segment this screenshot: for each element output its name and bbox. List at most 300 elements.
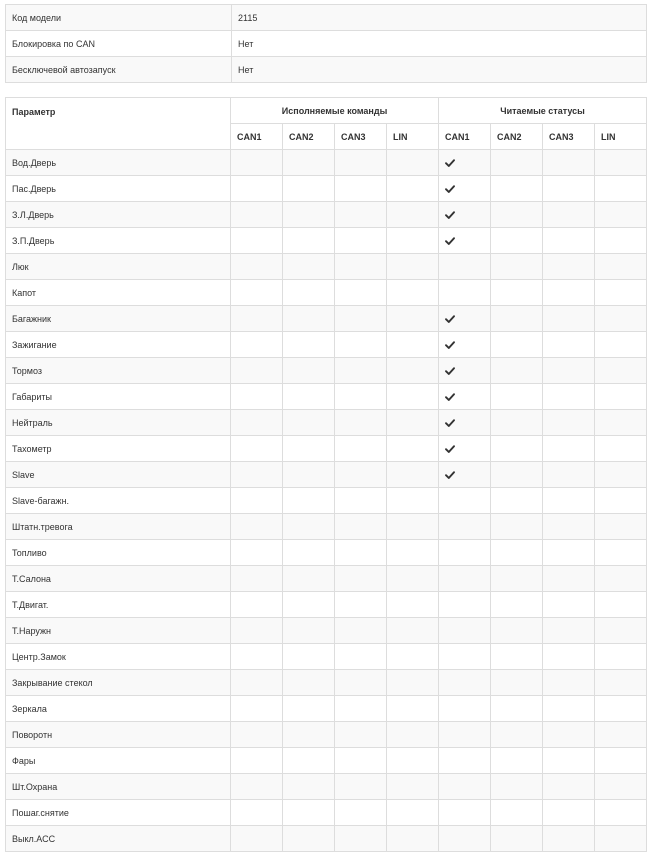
param-cell (543, 150, 595, 176)
param-cell (543, 410, 595, 436)
table-row (6, 826, 647, 852)
parameters-table (5, 97, 647, 852)
param-cell (491, 228, 543, 254)
param-cell (387, 280, 439, 306)
param-cell (491, 696, 543, 722)
param-cell (387, 592, 439, 618)
param-name: Нейтраль (6, 410, 231, 436)
param-cell (387, 774, 439, 800)
group-header-commands: Исполняемые команды (231, 98, 439, 124)
param-cell (283, 150, 335, 176)
param-cell (595, 540, 647, 566)
param-cell (595, 280, 647, 306)
param-cell (387, 254, 439, 280)
param-cell (387, 644, 439, 670)
param-cell (439, 280, 491, 306)
param-cell (543, 202, 595, 228)
table-row (6, 176, 647, 202)
table-row (6, 150, 647, 176)
param-cell (231, 306, 283, 332)
param-cell (491, 592, 543, 618)
table-row (6, 462, 647, 488)
param-name: Зажигание (6, 332, 231, 358)
param-cell (283, 254, 335, 280)
param-cell (595, 410, 647, 436)
param-cell (543, 644, 595, 670)
table-row (6, 228, 647, 254)
param-cell (387, 332, 439, 358)
param-cell (387, 462, 439, 488)
table-row (6, 436, 647, 462)
info-value: Нет (232, 31, 647, 57)
param-cell (491, 774, 543, 800)
table-row (6, 540, 647, 566)
param-cell (491, 826, 543, 852)
param-cell (595, 696, 647, 722)
param-cell (543, 670, 595, 696)
param-cell (231, 384, 283, 410)
param-cell (335, 176, 387, 202)
table-row (6, 410, 647, 436)
check-icon (445, 444, 455, 454)
param-cell (439, 618, 491, 644)
param-cell (231, 358, 283, 384)
param-cell (283, 592, 335, 618)
param-cell (283, 514, 335, 540)
param-cell (335, 202, 387, 228)
param-cell (283, 306, 335, 332)
param-cell (543, 566, 595, 592)
param-cell (543, 800, 595, 826)
param-cell (231, 566, 283, 592)
param-cell (231, 488, 283, 514)
param-cell (387, 826, 439, 852)
param-cell (231, 800, 283, 826)
param-cell (491, 254, 543, 280)
param-cell (491, 436, 543, 462)
param-cell (283, 280, 335, 306)
param-cell (595, 618, 647, 644)
param-name: Шт.Охрана (6, 774, 231, 800)
param-cell (231, 150, 283, 176)
param-cell (491, 358, 543, 384)
param-cell (387, 670, 439, 696)
param-cell (543, 748, 595, 774)
param-cell (439, 514, 491, 540)
param-cell (283, 540, 335, 566)
param-cell (387, 800, 439, 826)
param-name: Пошаг.снятие (6, 800, 231, 826)
info-value: Нет (232, 57, 647, 83)
param-name: Slave-багажн. (6, 488, 231, 514)
param-name: Тормоз (6, 358, 231, 384)
param-cell (387, 436, 439, 462)
param-cell (543, 696, 595, 722)
param-cell (231, 280, 283, 306)
check-icon (445, 470, 455, 480)
param-cell (595, 358, 647, 384)
param-cell (439, 774, 491, 800)
param-cell (387, 514, 439, 540)
param-cell (439, 826, 491, 852)
param-cell (335, 748, 387, 774)
param-name: Закрывание стекол (6, 670, 231, 696)
param-cell (335, 384, 387, 410)
table-row (6, 280, 647, 306)
param-cell (283, 202, 335, 228)
param-cell (595, 176, 647, 202)
param-cell (387, 488, 439, 514)
table-row (6, 514, 647, 540)
check-icon (445, 184, 455, 194)
param-cell (439, 150, 491, 176)
param-cell (231, 826, 283, 852)
param-cell (387, 566, 439, 592)
param-cell (491, 384, 543, 410)
param-cell (231, 410, 283, 436)
param-cell (595, 332, 647, 358)
param-cell (283, 800, 335, 826)
param-cell (543, 774, 595, 800)
table-row (6, 566, 647, 592)
table-row (6, 592, 647, 618)
param-cell (231, 228, 283, 254)
param-cell (387, 150, 439, 176)
param-name: Люк (6, 254, 231, 280)
param-cell (335, 618, 387, 644)
param-cell (543, 358, 595, 384)
param-cell (491, 618, 543, 644)
table-row (6, 254, 647, 280)
table-row (6, 306, 647, 332)
param-cell (491, 800, 543, 826)
param-cell (231, 670, 283, 696)
param-cell (283, 774, 335, 800)
param-cell (387, 358, 439, 384)
param-cell (283, 332, 335, 358)
param-cell (595, 566, 647, 592)
table-row (6, 202, 647, 228)
param-cell (439, 228, 491, 254)
param-cell (543, 592, 595, 618)
param-cell (439, 748, 491, 774)
param-cell (439, 540, 491, 566)
param-cell (283, 228, 335, 254)
group-header-statuses: Читаемые статусы (439, 98, 647, 124)
param-cell (387, 228, 439, 254)
param-cell (283, 644, 335, 670)
param-name: Slave (6, 462, 231, 488)
param-cell (595, 436, 647, 462)
param-cell (335, 540, 387, 566)
check-icon (445, 210, 455, 220)
subheader-can2-statuses: CAN2 (491, 124, 543, 150)
param-cell (595, 254, 647, 280)
param-name: Вод.Дверь (6, 150, 231, 176)
param-cell (231, 618, 283, 644)
check-icon (445, 366, 455, 376)
param-name: Пас.Дверь (6, 176, 231, 202)
param-cell (335, 358, 387, 384)
param-cell (439, 722, 491, 748)
param-cell (439, 592, 491, 618)
param-name: Поворотн (6, 722, 231, 748)
info-label: Блокировка по CAN (6, 31, 232, 57)
info-row (6, 5, 647, 31)
param-cell (335, 228, 387, 254)
check-icon (445, 236, 455, 246)
param-cell (439, 644, 491, 670)
param-cell (439, 332, 491, 358)
param-cell (231, 514, 283, 540)
param-cell (231, 176, 283, 202)
param-cell (439, 410, 491, 436)
param-cell (543, 514, 595, 540)
param-cell (231, 462, 283, 488)
param-cell (543, 540, 595, 566)
param-cell (283, 696, 335, 722)
param-cell (335, 644, 387, 670)
param-cell (543, 228, 595, 254)
param-name: Габариты (6, 384, 231, 410)
param-name: З.П.Дверь (6, 228, 231, 254)
param-cell (231, 254, 283, 280)
param-cell (283, 488, 335, 514)
param-cell (595, 748, 647, 774)
param-cell (491, 306, 543, 332)
param-cell (335, 462, 387, 488)
param-cell (387, 384, 439, 410)
param-cell (387, 202, 439, 228)
table-row (6, 618, 647, 644)
param-cell (491, 462, 543, 488)
param-cell (283, 436, 335, 462)
param-name: З.Л.Дверь (6, 202, 231, 228)
table-row (6, 722, 647, 748)
param-cell (283, 462, 335, 488)
param-cell (231, 592, 283, 618)
param-cell (595, 488, 647, 514)
param-cell (335, 696, 387, 722)
param-cell (335, 592, 387, 618)
subheader-can1-commands: CAN1 (231, 124, 283, 150)
param-cell (543, 436, 595, 462)
check-icon (445, 314, 455, 324)
param-cell (283, 176, 335, 202)
param-cell (387, 176, 439, 202)
param-cell (595, 306, 647, 332)
param-name: Фары (6, 748, 231, 774)
param-cell (543, 254, 595, 280)
param-cell (335, 826, 387, 852)
param-cell (387, 722, 439, 748)
param-cell (335, 774, 387, 800)
subheader-lin-statuses: LIN (595, 124, 647, 150)
param-cell (283, 722, 335, 748)
param-cell (439, 566, 491, 592)
param-cell (439, 306, 491, 332)
param-cell (231, 748, 283, 774)
param-cell (491, 488, 543, 514)
info-row (6, 31, 647, 57)
table-row (6, 670, 647, 696)
param-cell (283, 566, 335, 592)
param-cell (543, 722, 595, 748)
param-cell (387, 618, 439, 644)
param-cell (439, 358, 491, 384)
check-icon (445, 418, 455, 428)
param-cell (543, 306, 595, 332)
param-cell (439, 462, 491, 488)
param-cell (491, 670, 543, 696)
param-name: Капот (6, 280, 231, 306)
param-name: Багажник (6, 306, 231, 332)
subheader-lin-commands: LIN (387, 124, 439, 150)
param-cell (595, 202, 647, 228)
param-name: Т.Наружн (6, 618, 231, 644)
param-cell (335, 306, 387, 332)
param-cell (543, 462, 595, 488)
model-info-table (5, 4, 647, 83)
param-cell (387, 540, 439, 566)
param-column-header: Параметр (6, 98, 231, 150)
param-cell (335, 410, 387, 436)
param-cell (231, 436, 283, 462)
param-cell (595, 150, 647, 176)
subheader-can3-commands: CAN3 (335, 124, 387, 150)
param-name: Центр.Замок (6, 644, 231, 670)
table-row (6, 800, 647, 826)
param-cell (283, 748, 335, 774)
info-value: 2115 (232, 5, 647, 31)
param-cell (491, 722, 543, 748)
param-cell (491, 202, 543, 228)
param-cell (543, 826, 595, 852)
param-cell (595, 774, 647, 800)
check-icon (445, 158, 455, 168)
param-cell (231, 774, 283, 800)
param-cell (335, 514, 387, 540)
param-cell (543, 176, 595, 202)
param-cell (491, 566, 543, 592)
param-cell (439, 176, 491, 202)
subheader-can3-statuses: CAN3 (543, 124, 595, 150)
param-cell (387, 696, 439, 722)
param-cell (283, 410, 335, 436)
param-cell (439, 800, 491, 826)
param-cell (491, 410, 543, 436)
param-cell (231, 644, 283, 670)
param-cell (595, 384, 647, 410)
param-cell (283, 384, 335, 410)
param-cell (439, 384, 491, 410)
param-cell (283, 358, 335, 384)
param-cell (595, 592, 647, 618)
subheader-can2-commands: CAN2 (283, 124, 335, 150)
param-cell (231, 202, 283, 228)
param-cell (595, 644, 647, 670)
param-cell (439, 436, 491, 462)
param-cell (335, 800, 387, 826)
param-cell (335, 280, 387, 306)
table-row (6, 644, 647, 670)
table-row (6, 774, 647, 800)
info-label: Бесключевой автозапуск (6, 57, 232, 83)
param-cell (491, 540, 543, 566)
param-cell (595, 670, 647, 696)
param-cell (387, 410, 439, 436)
param-cell (439, 202, 491, 228)
param-cell (491, 150, 543, 176)
param-cell (595, 722, 647, 748)
param-cell (335, 150, 387, 176)
param-cell (491, 644, 543, 670)
param-cell (231, 540, 283, 566)
table-row (6, 332, 647, 358)
table-row (6, 696, 647, 722)
param-cell (335, 332, 387, 358)
param-cell (595, 462, 647, 488)
param-cell (387, 306, 439, 332)
param-cell (387, 748, 439, 774)
param-name: Выкл.АСС (6, 826, 231, 852)
param-cell (595, 228, 647, 254)
param-cell (543, 280, 595, 306)
param-name: Топливо (6, 540, 231, 566)
param-cell (491, 176, 543, 202)
param-name: Зеркала (6, 696, 231, 722)
param-cell (543, 384, 595, 410)
param-name: Тахометр (6, 436, 231, 462)
subheader-can1-statuses: CAN1 (439, 124, 491, 150)
param-cell (231, 696, 283, 722)
param-name: Т.Салона (6, 566, 231, 592)
table-row (6, 488, 647, 514)
check-icon (445, 340, 455, 350)
param-cell (231, 722, 283, 748)
table-row (6, 358, 647, 384)
param-cell (335, 436, 387, 462)
param-cell (283, 670, 335, 696)
param-cell (283, 618, 335, 644)
param-cell (439, 696, 491, 722)
param-cell (595, 514, 647, 540)
param-name: Т.Двигат. (6, 592, 231, 618)
table-row (6, 748, 647, 774)
param-cell (335, 254, 387, 280)
param-cell (283, 826, 335, 852)
param-cell (231, 332, 283, 358)
param-cell (439, 670, 491, 696)
param-cell (491, 514, 543, 540)
param-cell (543, 488, 595, 514)
param-cell (439, 488, 491, 514)
param-cell (595, 800, 647, 826)
table-row (6, 384, 647, 410)
param-name: Штатн.тревога (6, 514, 231, 540)
param-cell (335, 722, 387, 748)
param-cell (439, 254, 491, 280)
param-cell (491, 748, 543, 774)
param-cell (543, 332, 595, 358)
param-cell (491, 280, 543, 306)
info-row (6, 57, 647, 83)
param-cell (335, 488, 387, 514)
param-cell (335, 566, 387, 592)
param-cell (595, 826, 647, 852)
param-cell (335, 670, 387, 696)
param-cell (543, 618, 595, 644)
